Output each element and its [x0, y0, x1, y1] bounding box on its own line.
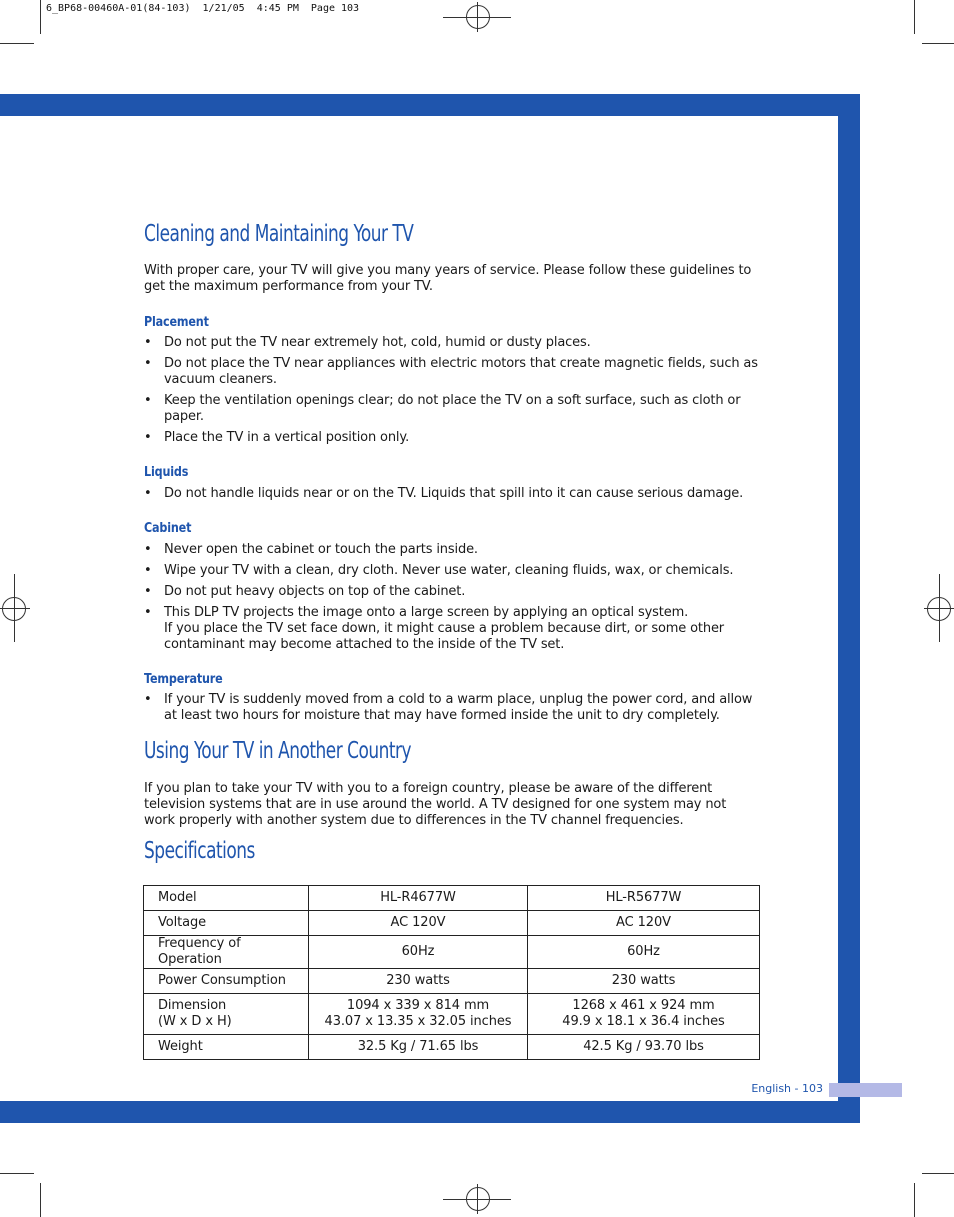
- spec-value-cell: AC 120V: [309, 911, 528, 936]
- spec-value-cell: 60Hz: [528, 936, 760, 969]
- spec-label-cell: Voltage: [144, 911, 309, 936]
- list-item-text: This DLP TV projects the image onto a large screen by applying an optical system.: [164, 605, 689, 620]
- spec-value-cell: 32.5 Kg / 71.65 lbs: [309, 1035, 528, 1060]
- temperature-list: [144, 692, 758, 729]
- table-row: [144, 886, 760, 911]
- section-title-another-country: Using Your TV in Another Country: [144, 738, 412, 764]
- crop-mark: [40, 1183, 41, 1217]
- heading-cabinet: Cabinet: [144, 521, 192, 536]
- table-row: [144, 911, 760, 936]
- crop-mark: [922, 43, 954, 44]
- table-row: [144, 994, 760, 1035]
- specifications-table: [143, 885, 760, 1060]
- spec-value-cell: 60Hz: [309, 936, 528, 969]
- list-item: • Wipe your TV with a clean, dry cloth. Never use water, cleaning fluids, wax, or chemicals.: [144, 563, 758, 579]
- spec-value-cell: 230 watts: [528, 969, 760, 994]
- registration-mark-icon: [466, 5, 490, 29]
- heading-liquids: Liquids: [144, 465, 189, 480]
- table-row: [144, 969, 760, 994]
- spec-label-cell: Model: [144, 886, 309, 911]
- spec-value-cell: 1268 x 461 x 924 mm 49.9 x 18.1 x 36.4 inches: [528, 994, 760, 1035]
- cabinet-list: [144, 542, 758, 658]
- another-country-text: If you plan to take your TV with you to a foreign country, please be aware of the different television systems that are in use around the world. A TV designed for one system may not work properly with another system due to differences in the TV channel frequencies.: [144, 781, 727, 828]
- spec-value-cell: 1094 x 339 x 814 mm 43.07 x 13.35 x 32.05 inches: [309, 994, 528, 1035]
- list-item: • If your TV is suddenly moved from a cold to a warm place, unplug the power cord, and allow at least two hours for moisture that may have formed inside the unit to dry completely.: [144, 692, 758, 724]
- side-band: [838, 94, 860, 1123]
- print-slug: 6_BP68-00460A-01(84-103) 1/21/05 4:45 PM Page 103: [46, 3, 360, 14]
- spec-value-cell: AC 120V: [528, 911, 760, 936]
- crop-mark: [0, 43, 34, 44]
- table-row: [144, 936, 760, 969]
- list-item: • Do not put heavy objects on top of the cabinet.: [144, 584, 758, 600]
- table-row: [144, 1035, 760, 1060]
- spec-value-cell: HL-R5677W: [528, 886, 760, 911]
- heading-placement: Placement: [144, 315, 209, 330]
- spec-value-cell: HL-R4677W: [309, 886, 528, 911]
- list-item: • Do not put the TV near extremely hot, cold, humid or dusty places.: [144, 335, 758, 351]
- list-item: • Do not place the TV near appliances with electric motors that create magnetic fields, such as vacuum cleaners.: [144, 356, 758, 388]
- list-item: [144, 605, 758, 653]
- spec-label-cell: Weight: [144, 1035, 309, 1060]
- crop-mark: [914, 0, 915, 34]
- crop-mark: [0, 1173, 34, 1174]
- spec-value-cell: 42.5 Kg / 93.70 lbs: [528, 1035, 760, 1060]
- spec-label-cell: Dimension (W x D x H): [144, 994, 309, 1035]
- cleaning-intro: With proper care, your TV will give you many years of service. Please follow these guidelines to get the maximum performance from your TV.: [144, 263, 752, 294]
- registration-mark-icon: [2, 597, 26, 621]
- spec-label-cell: Frequency of Operation: [144, 936, 309, 969]
- list-item: • Keep the ventilation openings clear; do not place the TV on a soft surface, such as cloth or paper.: [144, 393, 758, 425]
- spec-label-cell: Power Consumption: [144, 969, 309, 994]
- page-number: English - 103: [751, 1082, 823, 1095]
- footer-band: [0, 1101, 860, 1123]
- list-item: • Place the TV in a vertical position only.: [144, 430, 758, 446]
- list-item: • Do not handle liquids near or on the TV. Liquids that spill into it can cause serious damage.: [144, 486, 758, 502]
- page-tab: [829, 1083, 902, 1097]
- crop-mark: [40, 0, 41, 34]
- section-title-specifications: Specifications: [144, 838, 255, 864]
- crop-mark: [914, 1183, 915, 1217]
- spec-value-cell: 230 watts: [309, 969, 528, 994]
- header-band: [0, 94, 860, 116]
- section-title-cleaning: Cleaning and Maintaining Your TV: [144, 221, 414, 247]
- liquids-list: [144, 486, 758, 507]
- registration-mark-icon: [927, 597, 951, 621]
- list-item: • Never open the cabinet or touch the parts inside.: [144, 542, 758, 558]
- heading-temperature: Temperature: [144, 672, 223, 687]
- list-item-continuation: If you place the TV set face down, it might cause a problem because dirt, or some other contaminant may become attached to the inside of the TV set.: [164, 621, 724, 652]
- registration-mark-icon: [466, 1187, 490, 1211]
- placement-list: [144, 335, 758, 451]
- crop-mark: [922, 1173, 954, 1174]
